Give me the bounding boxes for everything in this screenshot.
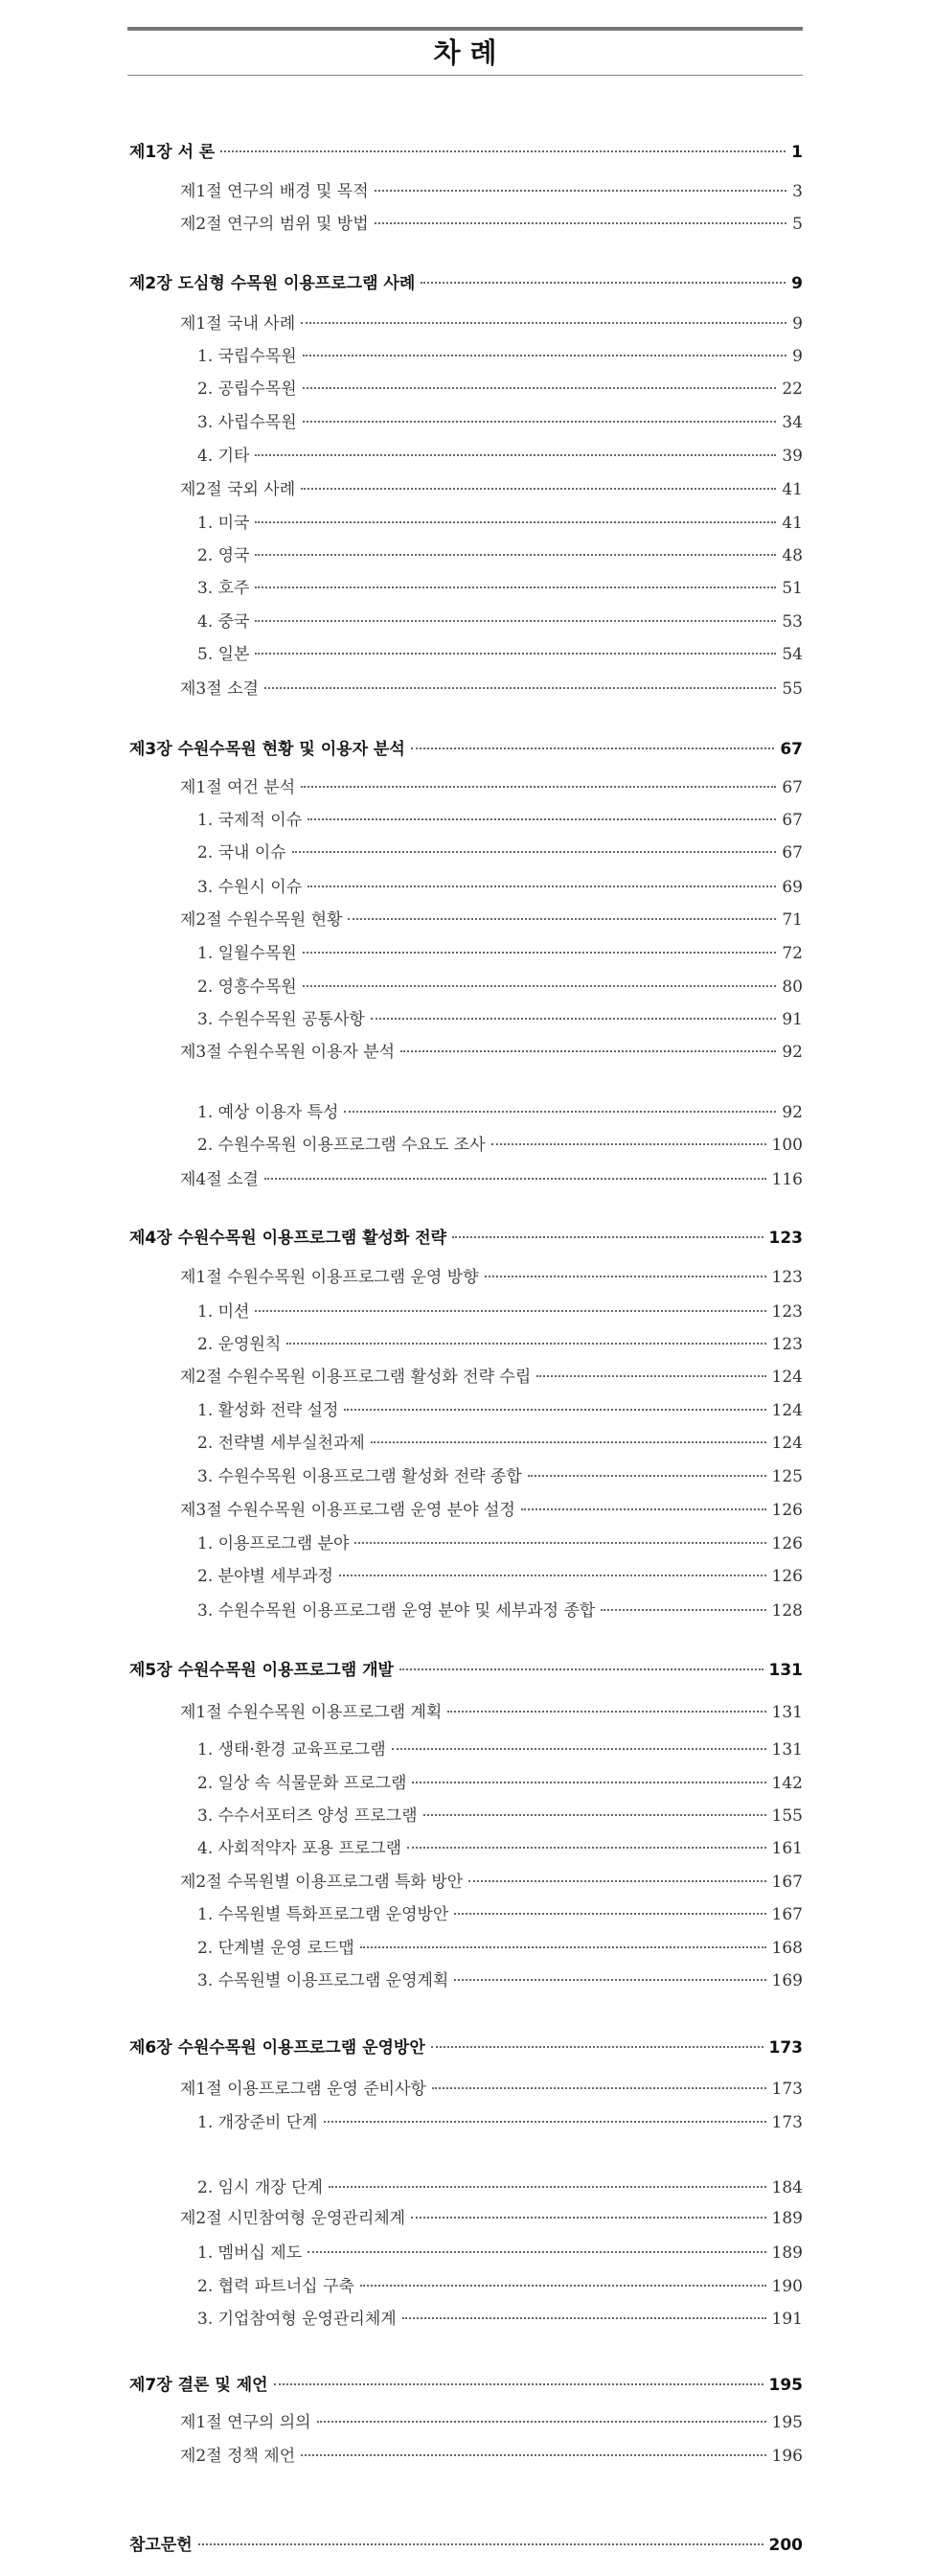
dot-leader (528, 1475, 766, 1477)
toc-entry-page: 92 (782, 1103, 803, 1122)
toc-entry-section (180, 908, 803, 932)
dot-leader (371, 1441, 766, 1443)
dot-leader (354, 1542, 765, 1544)
toc-entry-item (197, 1737, 803, 1762)
dot-leader (329, 2186, 766, 2188)
toc-entry-page: 124 (771, 1434, 803, 1453)
toc-entry-section (180, 2444, 803, 2469)
toc-entry-label: 제1절 국내 사례 (180, 314, 296, 334)
dot-leader (371, 1018, 777, 1020)
toc-entry-label: 1. 국제적 이슈 (197, 811, 303, 830)
toc-entry-label: 제2절 국외 사례 (180, 480, 296, 499)
toc-entry-item (197, 808, 803, 833)
toc-entry-label: 제4절 소결 (180, 1170, 259, 1189)
toc-entry-item (197, 543, 803, 568)
toc-entry-label: 1. 개장준비 단계 (197, 2113, 318, 2132)
toc-entry-item (197, 444, 803, 469)
toc-entry-page: 51 (782, 579, 803, 598)
toc-entry-page: 173 (771, 2080, 803, 2099)
dot-leader (360, 1946, 766, 1948)
dot-leader (308, 886, 776, 887)
dot-leader (536, 1375, 765, 1377)
toc-entry-page: 53 (782, 612, 803, 632)
toc-entry-page: 173 (768, 2038, 803, 2058)
toc-entry-page: 1 (791, 143, 803, 162)
toc-entry-item (197, 377, 803, 402)
toc-entry-label: 제6장 수원수목원 이용프로그램 운영방안 (129, 2038, 425, 2058)
toc-entry-label: 3. 수원수목원 공통사항 (197, 1010, 365, 1029)
dot-leader (402, 2317, 766, 2319)
toc-entry-item (197, 1007, 803, 1032)
toc-entry-label: 제3절 수원수목원 이용자 분석 (180, 1043, 396, 1062)
dot-leader (375, 190, 787, 192)
toc-entry-page: 161 (771, 1839, 803, 1858)
toc-entry-page: 123 (771, 1302, 803, 1322)
toc-entry-page: 123 (771, 1335, 803, 1354)
dot-leader (255, 1310, 765, 1312)
toc-entry-section (180, 311, 803, 336)
toc-entry-label: 4. 사회적약자 포용 프로그램 (197, 1839, 402, 1858)
toc-entry-label: 2. 수원수목원 이용프로그램 수요도 조사 (197, 1136, 486, 1155)
dot-leader (324, 2121, 766, 2123)
toc-entry-item (197, 344, 803, 369)
toc-entry-chapter (129, 2373, 803, 2398)
dot-leader (255, 586, 776, 588)
dot-leader (423, 1814, 766, 1816)
toc-entry-page: 124 (771, 1401, 803, 1420)
toc-entry-page: 167 (771, 1873, 803, 1892)
toc-entry-item (197, 1100, 803, 1125)
toc-entry-label: 제2절 연구의 범위 및 방법 (180, 215, 369, 234)
toc-entry-label: 제5장 수원수목원 이용프로그램 개발 (129, 1661, 394, 1680)
toc-entry-item (197, 576, 803, 601)
toc-entry-label: 1. 멤버십 제도 (197, 2243, 303, 2263)
dot-leader (411, 2217, 765, 2219)
dot-leader (317, 2421, 766, 2423)
toc-entry-item (197, 2175, 803, 2200)
toc-entry-label: 2. 영국 (197, 546, 250, 565)
dot-leader (255, 521, 776, 523)
toc-entry-label: 제3절 소결 (180, 679, 259, 699)
toc-entry-label: 2. 분야별 세부과정 (197, 1567, 333, 1586)
toc-entry-label: 2. 단계별 운영 로드맵 (197, 1939, 354, 1958)
toc-entry-label: 제2절 수원수목원 이용프로그램 활성화 전략 수립 (180, 1368, 532, 1387)
toc-entry-item (197, 840, 803, 865)
toc-entry-label: 참고문헌 (129, 2536, 193, 2555)
toc-entry-page: 41 (782, 514, 803, 533)
toc-entry-label: 1. 예상 이용자 특성 (197, 1103, 339, 1122)
toc-entry-page: 167 (771, 1905, 803, 1924)
toc-entry-page: 123 (768, 1229, 803, 1248)
dot-leader (412, 1782, 765, 1783)
toc-entry-section (180, 775, 803, 800)
toc-entry-chapter (129, 737, 803, 762)
toc-entry-page: 196 (771, 2447, 803, 2466)
toc-entry-item (197, 1464, 803, 1489)
toc-entry-item (197, 511, 803, 536)
toc-entry-page: 67 (782, 811, 803, 830)
dot-leader (400, 1050, 776, 1052)
toc-entry-page: 191 (771, 2310, 803, 2329)
dot-leader (407, 1847, 765, 1849)
dot-leader (303, 387, 777, 389)
toc-entry-section (180, 1265, 803, 1290)
dot-leader (292, 851, 777, 853)
toc-entry-label: 제1절 이용프로그램 운영 준비사항 (180, 2080, 426, 2099)
dot-leader (344, 1409, 765, 1411)
title-underline (127, 75, 803, 76)
dot-leader (303, 355, 786, 356)
toc-entry-page: 72 (782, 944, 803, 963)
toc-entry-item (197, 1902, 803, 1927)
toc-entry-item (197, 1300, 803, 1324)
toc-entry-item (197, 941, 803, 966)
toc-entry-page: 168 (771, 1939, 803, 1958)
toc-entry-page: 92 (782, 1043, 803, 1062)
dot-leader (392, 1748, 766, 1750)
toc-entry-page: 34 (782, 413, 803, 432)
toc-entry-page: 3 (792, 182, 803, 201)
toc-entry-label: 1. 미션 (197, 1302, 250, 1322)
toc-entry-page: 41 (782, 480, 803, 499)
toc-entry-item (197, 2274, 803, 2299)
toc-entry-item (197, 975, 803, 1000)
dot-leader (485, 1276, 766, 1277)
toc-entry-page: 125 (771, 1467, 803, 1486)
toc-entry-item (197, 1398, 803, 1423)
toc-entry-item (197, 2241, 803, 2266)
toc-entry-section (180, 1870, 803, 1895)
toc-entry-page: 39 (782, 447, 803, 466)
toc-entry-label: 2. 운영원칙 (197, 1335, 282, 1354)
toc-entry-label: 2. 협력 파트너십 구축 (197, 2277, 354, 2296)
toc-entry-label: 4. 중국 (197, 612, 250, 632)
toc-entry-label: 1. 일월수목원 (197, 944, 297, 963)
toc-entry-page: 126 (771, 1501, 803, 1520)
toc-entry-page: 126 (771, 1567, 803, 1586)
toc-entry-label: 제2장 도심형 수목원 이용프로그램 사례 (129, 274, 416, 293)
dot-leader (301, 322, 786, 324)
dot-leader (432, 2087, 766, 2089)
toc-entry-page: 128 (771, 1601, 803, 1621)
toc-entry-page: 131 (771, 1740, 803, 1760)
toc-entry-section (180, 2410, 803, 2435)
toc-entry-page: 54 (782, 645, 803, 664)
toc-entry-chapter (129, 271, 803, 296)
toc-entry-page: 123 (771, 1268, 803, 1287)
toc-entry-item (197, 1771, 803, 1796)
toc-entry-label: 제2절 정책 제언 (180, 2447, 296, 2466)
page-title: 차 례 (433, 36, 497, 69)
toc-entry-item (197, 875, 803, 900)
toc-entry-section (180, 477, 803, 502)
dot-leader (301, 2454, 765, 2456)
dot-leader (303, 952, 777, 954)
toc-entry-chapter (129, 2533, 803, 2558)
dot-leader (399, 1668, 763, 1670)
toc-entry-page: 22 (782, 380, 803, 399)
toc-entry-label: 제1절 여건 분석 (180, 778, 296, 797)
dot-leader (454, 1979, 765, 1981)
toc-entry-section (180, 2206, 803, 2231)
toc-entry-label: 1. 생태·환경 교육프로그램 (197, 1740, 386, 1760)
toc-entry-item (197, 1531, 803, 1556)
toc-entry-page: 67 (782, 843, 803, 862)
dot-leader (339, 1575, 766, 1576)
toc-entry-section (180, 1700, 803, 1725)
toc-entry-page: 195 (771, 2413, 803, 2432)
toc-entry-label: 3. 수원수목원 이용프로그램 운영 분야 및 세부과정 종합 (197, 1601, 596, 1621)
toc-entry-item (197, 1804, 803, 1828)
dot-leader (348, 918, 776, 920)
toc-entry-item (197, 410, 803, 435)
toc-entry-page: 9 (792, 314, 803, 334)
toc-entry-page: 69 (782, 878, 803, 897)
toc-entry-label: 2. 국내 이슈 (197, 843, 286, 862)
toc-entry-label: 2. 공립수목원 (197, 380, 297, 399)
toc-entry-page: 48 (782, 546, 803, 565)
toc-entry-item (197, 1133, 803, 1158)
toc-entry-section (180, 1365, 803, 1390)
toc-entry-page: 124 (771, 1368, 803, 1387)
dot-leader (468, 1880, 765, 1882)
toc-entry-page: 131 (771, 1703, 803, 1722)
toc-entry-page: 71 (782, 910, 803, 930)
toc-entry-page: 200 (768, 2536, 803, 2555)
toc-entry-label: 제2절 수원수목원 현황 (180, 910, 343, 930)
toc-entry-section (180, 677, 803, 702)
toc-entry-section (180, 1498, 803, 1523)
toc-entry-item (197, 610, 803, 634)
toc-entry-label: 3. 수수서포터즈 양성 프로그램 (197, 1806, 418, 1826)
toc-entry-label: 1. 미국 (197, 514, 250, 533)
toc-entry-label: 3. 수원수목원 이용프로그램 활성화 전략 종합 (197, 1467, 522, 1486)
toc-entry-label: 5. 일본 (197, 645, 250, 664)
toc-entry-label: 제3절 수원수목원 이용프로그램 운영 분야 설정 (180, 1501, 515, 1520)
dot-leader (303, 985, 777, 987)
dot-leader (431, 2046, 763, 2048)
dot-leader (454, 1913, 765, 1915)
toc-entry-page: 195 (768, 2376, 803, 2395)
toc-entry-item (197, 1332, 803, 1357)
toc-entry-page: 190 (771, 2277, 803, 2296)
toc-entry-item (197, 1836, 803, 1861)
toc-entry-label: 제3장 수원수목원 현황 및 이용자 분석 (129, 740, 405, 759)
toc-entry-label: 제1절 수원수목원 이용프로그램 운영 방향 (180, 1268, 479, 1287)
dot-leader (303, 421, 777, 423)
toc-entry-page: 9 (792, 347, 803, 366)
dot-leader (255, 454, 776, 456)
toc-entry-label: 제1절 연구의 의의 (180, 2413, 311, 2432)
toc-entry-chapter (129, 2036, 803, 2060)
toc-entry-page: 184 (771, 2178, 803, 2197)
toc-entry-label: 2. 일상 속 식물문화 프로그램 (197, 1774, 407, 1793)
dot-leader (255, 554, 776, 556)
toc-entry-page: 189 (771, 2243, 803, 2263)
toc-entry-chapter (129, 1658, 803, 1683)
toc-entry-label: 3. 수원시 이슈 (197, 878, 303, 897)
toc-entry-label: 2. 영흥수목원 (197, 978, 297, 997)
toc-entry-label: 3. 사립수목원 (197, 413, 297, 432)
toc-entry-label: 2. 전략별 세부실천과제 (197, 1434, 365, 1453)
toc-entry-page: 5 (792, 215, 803, 234)
dot-leader (255, 653, 776, 655)
toc-entry-page: 189 (771, 2209, 803, 2228)
toc-entry-page: 55 (782, 679, 803, 699)
dot-leader (421, 282, 786, 284)
dot-leader (301, 786, 776, 788)
toc-entry-page: 9 (791, 274, 803, 293)
toc-entry-label: 제1절 연구의 배경 및 목적 (180, 182, 369, 201)
toc-entry-label: 제7장 결론 및 제언 (129, 2376, 268, 2395)
toc-entry-section (180, 1040, 803, 1065)
toc-entry-section (180, 212, 803, 237)
toc-entry-item (197, 1431, 803, 1456)
dot-leader (308, 818, 776, 820)
toc-entry-page: 100 (771, 1136, 803, 1155)
dot-leader (360, 2285, 766, 2287)
toc-entry-page: 67 (780, 740, 803, 759)
dot-leader (452, 1236, 763, 1238)
toc-entry-page: 142 (771, 1774, 803, 1793)
toc-entry-page: 169 (771, 1971, 803, 1990)
toc-entry-section (180, 179, 803, 204)
dot-leader (308, 2251, 765, 2253)
toc-entry-label: 1. 수목원별 특화프로그램 운영방안 (197, 1905, 449, 1924)
toc-entry-page: 116 (771, 1170, 803, 1189)
dot-leader (601, 1609, 765, 1611)
dot-leader (198, 2543, 763, 2545)
toc-entry-section (180, 2077, 803, 2102)
toc-entry-item (197, 642, 803, 667)
toc-entry-page: 131 (768, 1661, 803, 1680)
dot-leader (521, 1508, 766, 1510)
toc-entry-label: 제1절 수원수목원 이용프로그램 계획 (180, 1703, 443, 1722)
toc-entry-label: 제2절 시민참여형 운영관리체계 (180, 2209, 406, 2228)
toc-entry-page: 80 (782, 978, 803, 997)
dot-leader (301, 488, 776, 490)
dot-leader (344, 1111, 776, 1113)
dot-leader (411, 748, 775, 749)
dot-leader (274, 2383, 763, 2385)
toc-entry-item (197, 2110, 803, 2135)
toc-entry-item (197, 1968, 803, 1993)
toc-entry-section (180, 1167, 803, 1192)
toc-entry-page: 67 (782, 778, 803, 797)
toc-entry-label: 제2절 수목원별 이용프로그램 특화 방안 (180, 1873, 464, 1892)
toc-entry-page: 126 (771, 1534, 803, 1553)
toc-entry-page: 173 (771, 2113, 803, 2132)
toc-entry-chapter (129, 140, 803, 165)
toc-entry-item (197, 1936, 803, 1961)
toc-entry-label: 3. 수목원별 이용프로그램 운영계획 (197, 1971, 449, 1990)
toc-entry-chapter (129, 1226, 803, 1251)
toc-entry-item (197, 2307, 803, 2332)
dot-leader (447, 1711, 765, 1713)
toc-entry-label: 2. 임시 개장 단계 (197, 2178, 323, 2197)
dot-leader (286, 1343, 765, 1345)
toc-entry-label: 4. 기타 (197, 447, 250, 466)
dot-leader (375, 222, 787, 224)
dot-leader (264, 687, 776, 689)
toc-entry-page: 91 (782, 1010, 803, 1029)
toc-entry-label: 1. 활성화 전략 설정 (197, 1401, 339, 1420)
toc-entry-item (197, 1598, 803, 1623)
dot-leader (491, 1143, 766, 1145)
toc-entry-label: 1. 국립수목원 (197, 347, 297, 366)
toc-entry-label: 제1장 서 론 (129, 143, 216, 162)
toc-entry-label: 3. 기업참여형 운영관리체계 (197, 2310, 397, 2329)
toc-entry-item (197, 1564, 803, 1589)
toc-entry-label: 제4장 수원수목원 이용프로그램 활성화 전략 (129, 1229, 447, 1248)
toc-entry-label: 1. 이용프로그램 분야 (197, 1534, 350, 1553)
dot-leader (220, 150, 786, 152)
toc-entry-page: 155 (771, 1806, 803, 1826)
toc-entry-label: 3. 호주 (197, 579, 250, 598)
dot-leader (255, 620, 776, 622)
dot-leader (264, 1178, 766, 1180)
